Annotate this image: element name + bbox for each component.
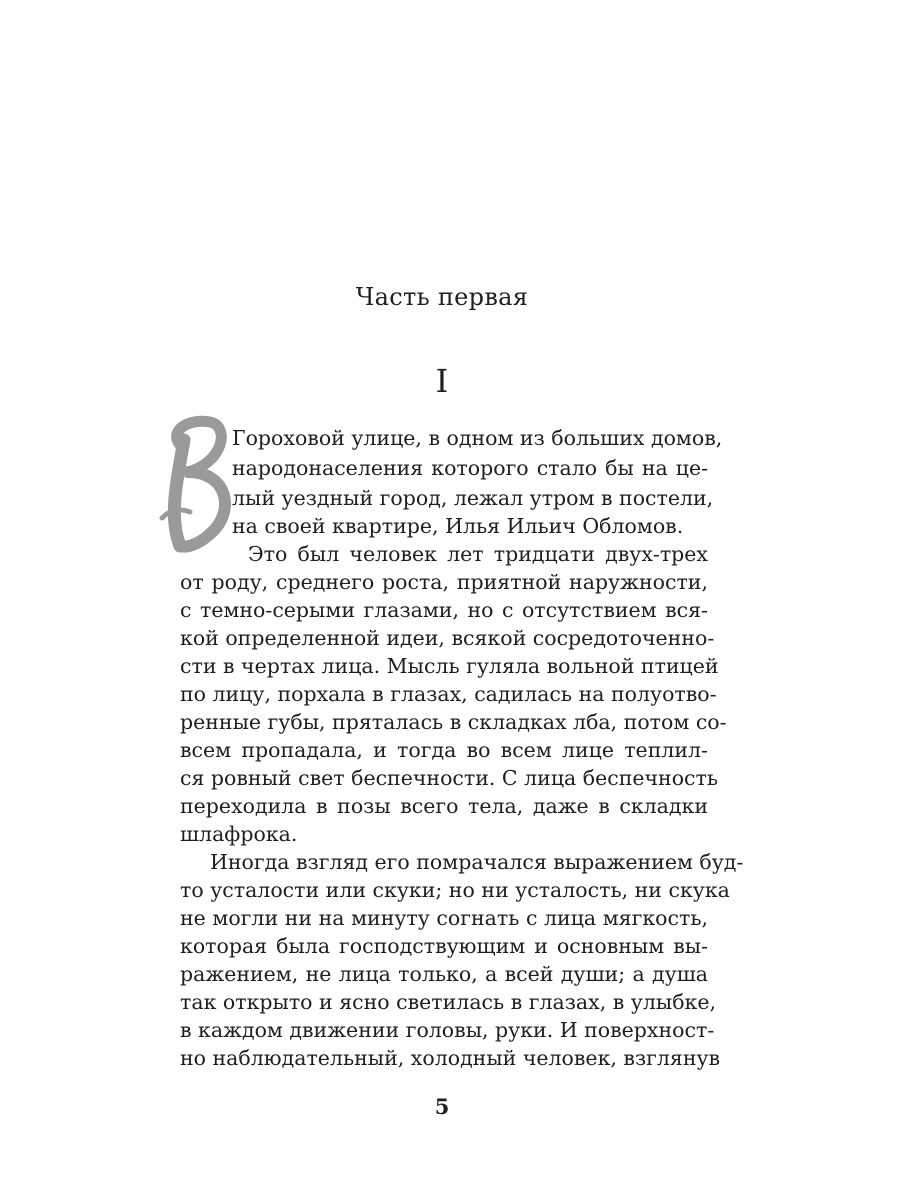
text-line: в каждом движении головы, руки. И поверхност- bbox=[180, 1018, 715, 1042]
text-line: ражением, не лица только, а всей души; а душа bbox=[180, 962, 708, 986]
text-line: народонаселения которого стало бы на це- bbox=[232, 456, 708, 480]
text-line: которая была господствующим и основным вы- bbox=[180, 934, 708, 958]
text-line: всем пропадала, и тогда во всем лице теплил- bbox=[180, 738, 708, 762]
text-line: с темно-серыми глазами, но с отсутствием вся- bbox=[180, 598, 708, 622]
drop-cap-letter-v bbox=[150, 400, 240, 560]
chapter-number: I bbox=[435, 362, 449, 400]
text-line: ренные губы, пряталась в складках лба, потом со- bbox=[180, 710, 727, 734]
text-line: от роду, среднего роста, приятной наружности, bbox=[180, 570, 708, 594]
text-line: Иногда взгляд его помрачался выражением буд- bbox=[210, 850, 744, 874]
page-number: 5 bbox=[434, 1094, 450, 1119]
text-line: ся ровный свет беспечности. С лица беспечность bbox=[180, 766, 719, 790]
text-line: по лицу, порхала в глазах, садилась на полуотво- bbox=[180, 682, 717, 706]
text-line: не могли ни на минуту согнать с лица мягкость, bbox=[180, 906, 708, 930]
text-line: переходила в позы всего тела, даже в складки bbox=[180, 794, 708, 818]
text-line: Это был человек лет тридцати двух-трех bbox=[248, 542, 708, 566]
text-line: шлафрока. bbox=[180, 822, 298, 846]
text-line: лый уездный город, лежал утром в постели, bbox=[232, 486, 714, 510]
text-line: Гороховой улице, в одном из больших домов, bbox=[232, 426, 723, 450]
text-line: так открыто и ясно светилась в глазах, в улыбке, bbox=[180, 990, 717, 1014]
text-line: кой определенной идеи, всякой сосредоточенно- bbox=[180, 626, 715, 650]
text-line: но наблюдательный, холодный человек, взглянув bbox=[180, 1046, 721, 1070]
text-line: сти в чертах лица. Мысль гуляла вольной птицей bbox=[180, 654, 719, 678]
part-title: Часть первая bbox=[355, 283, 529, 311]
text-line: то усталости или скуки; но ни усталость, ни скука bbox=[180, 878, 730, 902]
text-line: на своей квартире, Илья Ильич Обломов. bbox=[232, 514, 684, 538]
